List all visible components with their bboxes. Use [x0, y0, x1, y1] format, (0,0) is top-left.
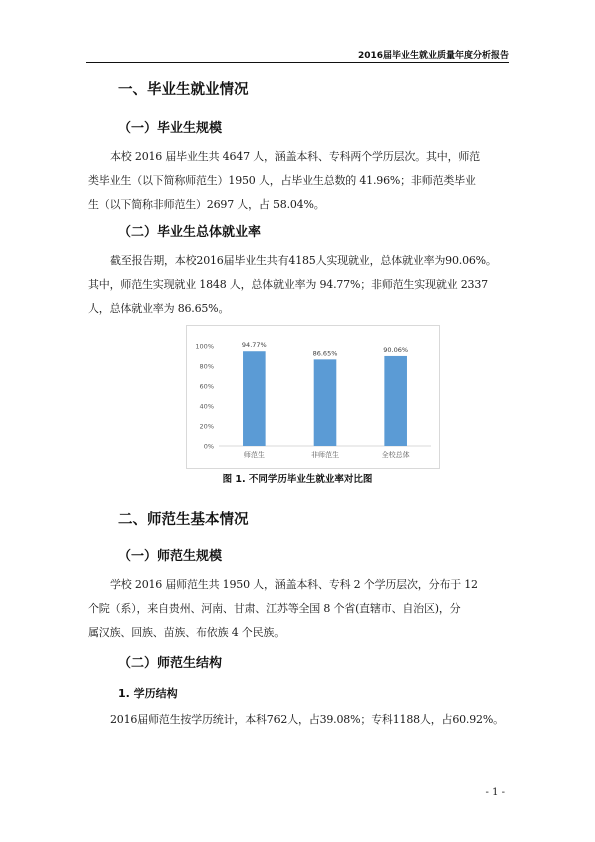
- section-2-2-heading: （二）师范生结构: [118, 656, 223, 671]
- paragraph-line: 2016届师范生按学历统计，本科762人，占39.08%；专科1188人，占60.92%。: [110, 713, 504, 726]
- data-label: 86.65%: [312, 349, 338, 358]
- y-tick-label: 40%: [199, 402, 214, 411]
- paragraph-line: 类毕业生（以下简称师范生）1950 人，占毕业生总数的 41.96%；非师范类毕业: [88, 174, 476, 187]
- bar: [243, 351, 266, 446]
- figure-caption: 图 1. 不同学历毕业生就业率对比图: [222, 474, 373, 485]
- y-tick-label: 20%: [199, 422, 214, 431]
- section-2-heading: 二、师范生基本情况: [118, 512, 249, 528]
- section-1-2-paragraph: [88, 249, 510, 321]
- section-1-heading: 一、毕业生就业情况: [118, 82, 249, 98]
- bar: [314, 359, 337, 446]
- y-tick-label: 60%: [199, 382, 214, 391]
- x-tick-label: 全校总体: [381, 451, 410, 459]
- section-2-2-1-heading: 1. 学历结构: [118, 687, 178, 700]
- y-tick-label: 80%: [199, 362, 214, 371]
- y-tick-label: 0%: [203, 442, 214, 451]
- paragraph-line: 学校 2016 届师范生共 1950 人，涵盖本科、专科 2 个学历层次，分布于 12: [110, 578, 478, 591]
- paragraph-line: 截至报告期，本校2016届毕业生共有4185人实现就业，总体就业率为90.06%。: [110, 254, 497, 267]
- section-2-2-paragraph: [88, 708, 510, 732]
- paragraph-line: 其中，师范生实现就业 1848 人，总体就业率为 94.77%；非师范生实现就业 2337: [88, 278, 488, 291]
- page-number: - 1 -: [485, 787, 505, 798]
- header-rule: [86, 62, 509, 63]
- section-1-1-heading: （一）毕业生规模: [118, 121, 223, 136]
- data-label: 94.77%: [241, 341, 267, 350]
- data-label: 90.06%: [383, 345, 409, 354]
- section-1-2-heading: （二）毕业生总体就业率: [118, 225, 262, 240]
- section-1-1-paragraph: [88, 145, 510, 217]
- running-header: 2016届毕业生就业质量年度分析报告: [357, 51, 509, 61]
- section-2-1-heading: （一）师范生规模: [118, 549, 223, 564]
- paragraph-line: 生（以下简称非师范生）2697 人，占 58.04%。: [88, 198, 325, 211]
- y-tick-label: 100%: [195, 342, 214, 351]
- paragraph-line: 人，总体就业率为 86.65%。: [88, 302, 230, 315]
- paragraph-line: 本校 2016 届毕业生共 4647 人，涵盖本科、专科两个学历层次。其中，师范: [110, 150, 480, 163]
- x-tick-label: 师范生: [243, 451, 265, 459]
- bar-chart-svg: [187, 326, 439, 468]
- paragraph-line: 个院（系），来自贵州、河南、甘肃、江苏等全国 8 个省(直辖市、自治区)，分: [88, 602, 461, 615]
- employment-rate-chart: [186, 325, 440, 469]
- x-tick-label: 非师范生: [311, 451, 339, 459]
- bar: [384, 356, 407, 446]
- paragraph-line: 属汉族、回族、苗族、布依族 4 个民族。: [88, 626, 285, 639]
- section-2-1-paragraph: [88, 573, 510, 645]
